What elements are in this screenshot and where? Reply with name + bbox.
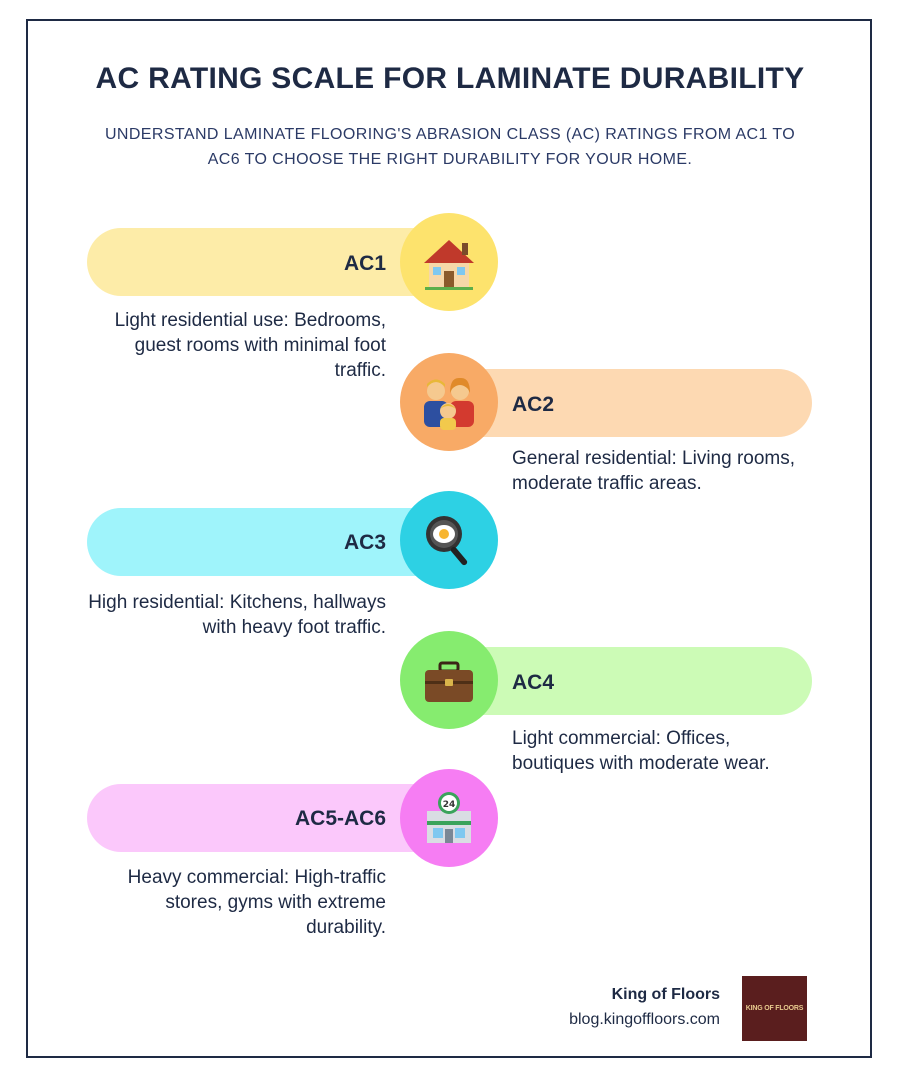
brand-name: King of Floors bbox=[611, 986, 720, 1003]
ac5-ac6-circle bbox=[400, 769, 498, 867]
ac3-circle bbox=[400, 491, 498, 589]
page-subtitle: UNDERSTAND LAMINATE FLOORING'S ABRASION CLASS (AC) RATINGS FROM AC1 TO AC6 TO CHOOSE THE RIGHT DURABILITY FOR YOUR HOME. bbox=[104, 126, 796, 168]
ac1-circle bbox=[400, 213, 498, 311]
ac2-description: General residential: Living rooms, moderate traffic areas. bbox=[512, 448, 796, 494]
ac3-description: High residential: Kitchens, hallways with heavy foot traffic. bbox=[88, 592, 386, 638]
ac3-label: AC3 bbox=[343, 531, 386, 554]
brand-logo-text: KING OF FLOORS bbox=[745, 1005, 804, 1012]
ac5-ac6-description: Heavy commercial: High-traffic stores, gyms with extreme durability. bbox=[127, 867, 386, 938]
ac4-circle bbox=[400, 631, 498, 729]
brand-url: blog.kingoffloors.com bbox=[569, 1011, 720, 1028]
ac4-description: Light commercial: Offices, boutiques with moderate wear. bbox=[512, 728, 770, 774]
ac1-description: Light residential use: Bedrooms, guest rooms with minimal foot traffic. bbox=[114, 310, 386, 381]
ac1-label: AC1 bbox=[343, 252, 386, 275]
svg-text:24: 24 bbox=[442, 800, 456, 810]
brand-logo bbox=[742, 976, 807, 1041]
frying-pan-icon bbox=[400, 491, 498, 589]
ac4-label: AC4 bbox=[512, 671, 555, 694]
page-title: AC RATING SCALE FOR LAMINATE DURABILITY bbox=[95, 62, 805, 95]
ac2-label: AC2 bbox=[512, 393, 555, 416]
briefcase-icon bbox=[400, 631, 498, 729]
family-icon bbox=[400, 353, 498, 451]
ac2-circle bbox=[400, 353, 498, 451]
convenience-store-icon bbox=[400, 769, 498, 867]
house-icon bbox=[400, 213, 498, 311]
ac5-ac6-label: AC5-AC6 bbox=[294, 807, 386, 830]
